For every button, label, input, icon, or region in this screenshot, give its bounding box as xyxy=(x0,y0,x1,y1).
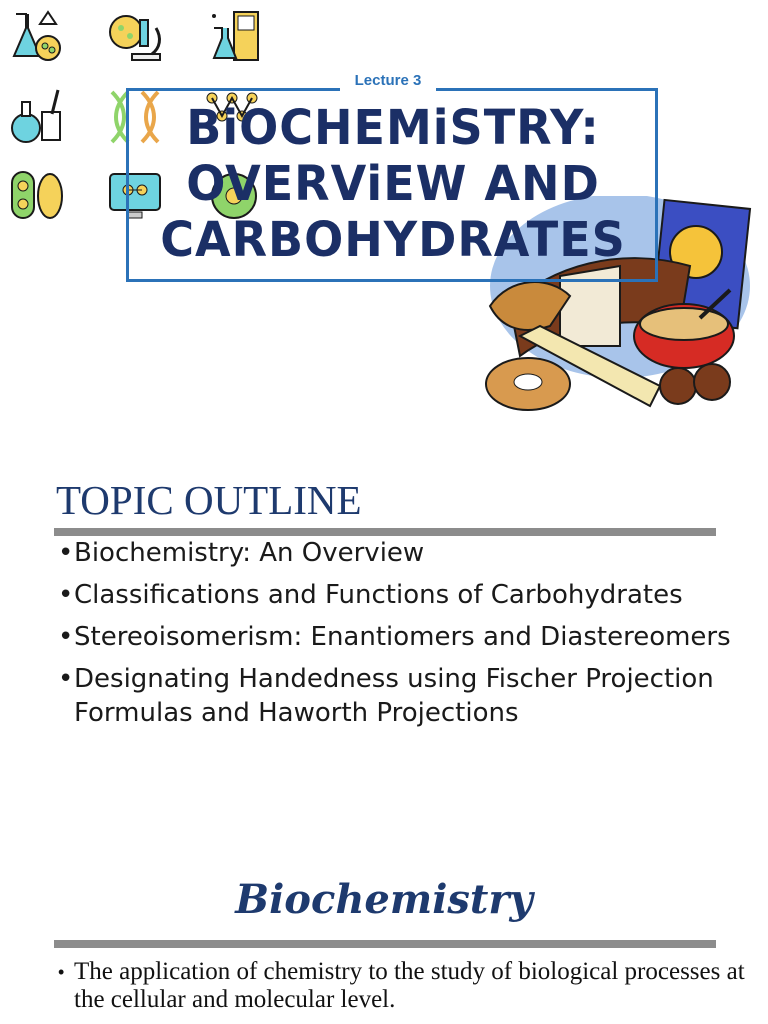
biochemistry-title: Biochemistry xyxy=(235,876,533,923)
biochemistry-list xyxy=(58,958,748,1014)
slide-title xyxy=(139,100,648,268)
bullet-icon: • xyxy=(58,962,65,982)
list-item: • Biochemistry: An Overview xyxy=(58,538,425,568)
title-line-2: OVERViEW AND xyxy=(186,156,600,212)
outline-slide xyxy=(0,462,768,822)
bullet-icon: • xyxy=(58,580,74,610)
list-item: • The application of chemistry to the study of biological processes at the cellular and molecular level. xyxy=(58,958,745,1013)
lab-equipment-icon xyxy=(8,88,66,146)
bullet-icon: • xyxy=(58,538,74,568)
bullet-icon: • xyxy=(58,664,74,694)
title-rule xyxy=(54,528,716,536)
outline-title: TOPIC OUTLINE xyxy=(56,477,362,523)
list-item: • Stereoisomerism: Enantiomers and Diastereomers xyxy=(58,622,731,652)
biochemistry-slide xyxy=(0,862,768,1024)
lab-door-icon xyxy=(204,8,262,66)
lecture-tag: Lecture 3 xyxy=(340,70,436,92)
title-line-1: BiOCHEMiSTRY: xyxy=(186,100,600,156)
bullet-icon: • xyxy=(58,622,74,652)
outline-list xyxy=(58,536,738,738)
title-rule xyxy=(54,940,716,948)
microscope-icon xyxy=(106,8,164,66)
bacteria-icon xyxy=(8,166,66,224)
title-line-3: CARBOHYDRATES xyxy=(160,212,626,268)
flask-beaker-icon xyxy=(8,8,66,66)
list-item: • Classifications and Functions of Carbohydrates xyxy=(58,580,683,610)
list-item: • Designating Handedness using Fischer Projection Formulas and Haworth Projections xyxy=(58,664,714,728)
title-slide xyxy=(0,0,768,430)
